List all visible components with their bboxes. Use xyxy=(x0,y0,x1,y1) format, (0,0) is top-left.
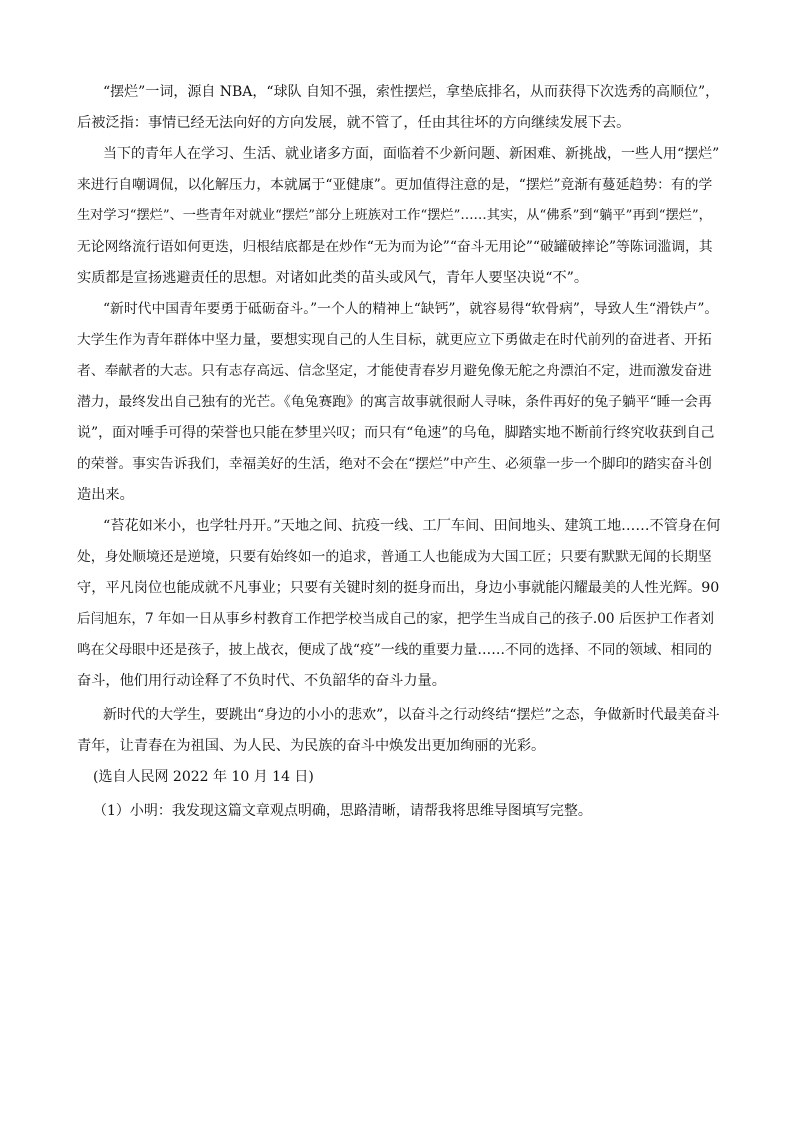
text-line: 后闫旭东，7 年如一日从事乡村教育工作把学校当成自己的家，把学生当成自己的孩子.00 后医护工作者刘 xyxy=(77,611,715,627)
text-line: 大学生作为青年群体中坚力量，要想实现自己的人生目标，就更应立下勇做走在时代前列的奋进者、开拓 xyxy=(77,332,712,348)
text-line: 鸣在父母眼中还是孩子，披上战衣，便成了战“疫”一线的重要力量……不同的选择、不同的领域、相同的 xyxy=(77,642,712,658)
text-line: 造出来。 xyxy=(77,487,134,503)
text-line: 新时代的大学生，要跳出“身边的小小的悲欢”，以奋斗之行动终结“摆烂”之态，争做新时代最美奋斗 xyxy=(103,707,720,723)
text-line: “摆烂”一词，源自 NBA，“球队 自知不强，索性摆烂，拿垫底排名，从而获得下次选秀的高顺位”， xyxy=(103,84,720,100)
text-line: 来进行自嘲调侃，以化解压力，本就属于“亚健康”。更加值得注意的是，“摆烂”竟渐有蔓延趋势：有的学 xyxy=(77,177,713,193)
text-line: 奋斗，他们用行动诠释了不负时代、不负韶华的奋斗力量。 xyxy=(77,673,446,689)
text-line: 潜力，最终发出自己独有的光芒。《龟兔赛跑》的寓言故事就很耐人寻味，条件再好的兔子躺平“睡一会再 xyxy=(77,394,712,410)
source-citation: (选自人民网 2022 年 10 月 14 日) xyxy=(93,769,314,785)
text-line: “苔花如米小，也学牡丹开。”天地之间、抗疫一线、工厂车间、田间地头、建筑工地……不管身在何 xyxy=(103,518,721,534)
text-line: 后被泛指：事情已经无法向好的方向发展，就不管了，任由其往坏的方向继续发展下去。 xyxy=(77,115,631,131)
text-line: 说”，面对唾手可得的荣誉也只能在梦里兴叹；而只有“龟速”的乌龟，脚踏实地不断前行终究收获到自己 xyxy=(77,425,715,441)
text-line: 当下的青年人在学习、生活、就业诸多方面，面临着不少新问题、新困难、新挑战，一些人用“摆烂” xyxy=(103,146,720,162)
text-line: 青年，让青春在为祖国、为人民、为民族的奋斗中焕发出更加绚丽的光彩。 xyxy=(77,738,546,754)
question-text: （1）小明：我发现这篇文章观点明确，思路清晰，请帮我将思维导图填写完整。 xyxy=(93,803,592,819)
text-line: “新时代中国青年要勇于砥砺奋斗。”一个人的精神上“缺钙”，就容易得“软骨病”，导致人生“滑铁卢”。 xyxy=(103,301,719,317)
text-line: 守，平凡岗位也能成就不凡事业；只要有关键时刻的挺身而出，身边小事就能闪耀最美的人性光辉。90 xyxy=(77,580,720,596)
text-line: 无论网络流行语如何更迭，归根结底都是在炒作“无为而为论”“奋斗无用论”“破罐破摔论”等陈词滥调，其 xyxy=(77,239,713,255)
text-line: 者、奉献者的大志。只有志存高远、信念坚定，才能使青春岁月避免像无舵之舟漂泊不定，进而激发奋进 xyxy=(77,363,712,379)
text-line: 处，身处顺境还是逆境，只要有始终如一的追求，普通工人也能成为大国工匠；只要有默默无闻的长期坚 xyxy=(77,549,712,565)
text-line: 实质都是宣扬逃避责任的思想。对诸如此类的苗头或风气，青年人要坚决说“不”。 xyxy=(77,270,589,286)
text-line: 的荣誉。事实告诉我们，幸福美好的生活，绝对不会在“摆烂”中产生、必须靠一步一个脚印的踏实奋斗创 xyxy=(77,456,712,472)
text-line: 生对学习“摆烂”、一些青年对就业“摆烂”部分上班族对工作“摆烂”……其实，从“佛系”到“躺平”再到“摆烂”， xyxy=(77,208,712,223)
